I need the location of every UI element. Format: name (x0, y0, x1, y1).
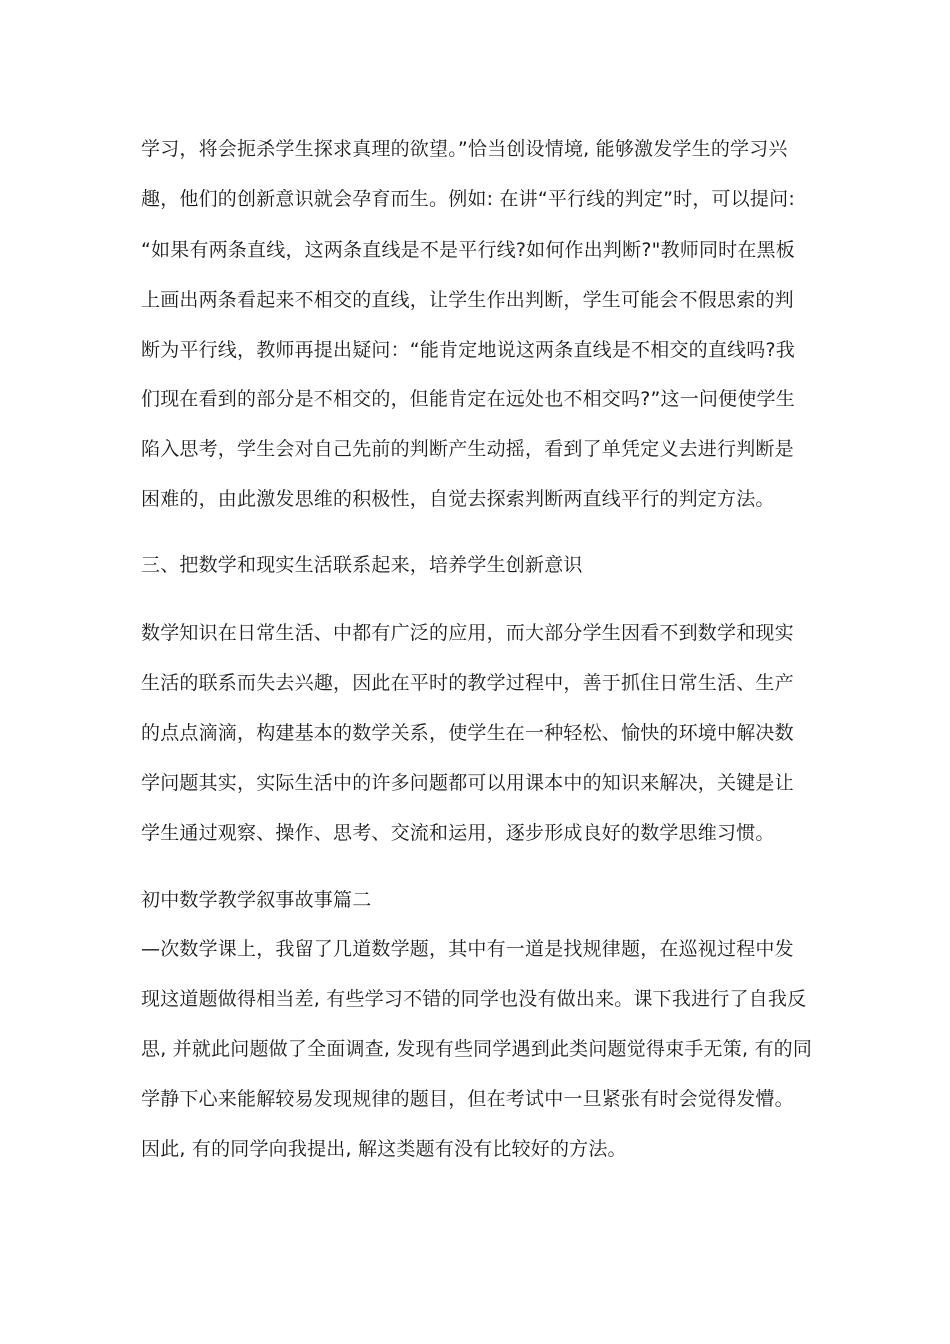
paragraph-line: 生活的联系而失去兴趣，因此在平时的教学过程中，善于抓住日常生活、生产 (141, 672, 794, 694)
paragraph-line: 们现在看到的部分是不相交的，但能肯定在远处也不相交吗?”这一问便使学生 (141, 388, 795, 410)
paragraph-line: 因此, 有的同学向我提出, 解这类题有没有比较好的方法。 (141, 1138, 627, 1160)
paragraph-line: 的点点滴滴，构建基本的数学关系，使学生在一种轻松、愉快的环境中解决数 (141, 722, 794, 744)
section-heading: 三、把数学和现实生活联系起来，培养学生创新意识 (141, 554, 583, 576)
paragraph-line: 上画出两条看起来不相交的直线，让学生作出判断，学生可能会不假思索的判 (141, 289, 794, 311)
paragraph-line: 数学知识在日常生活、中都有广泛的应用，而大部分学生因看不到数学和现实 (141, 622, 794, 644)
paragraph-line: 思, 并就此问题做了全面调查, 发现有些同学遇到此类问题觉得束手无策, 有的同 (141, 1038, 813, 1060)
paragraph-line: 学生通过观察、操作、思考、交流和运用，逐步形成良好的数学思维习惯。 (141, 822, 775, 844)
paragraph-line: “如果有两条直线，这两条直线是不是平行线?如何作出判断?"教师同时在黑板 (141, 239, 795, 261)
paragraph-line: —次数学课上，我留了几道数学题，其中有一道是找规律题，在巡视过程中发 (141, 938, 794, 960)
paragraph-line: 现这道题做得相当差, 有些学习不错的同学也没有做出来。课下我进行了自我反 (141, 988, 807, 1010)
paragraph-line: 困难的，由此激发思维的积极性，自觉去探索判断两直线平行的判定方法。 (141, 488, 775, 510)
section-heading: 初中数学教学叙事故事篇二 (141, 889, 372, 911)
paragraph-line: 学静下心来能解较易发现规律的题目，但在考试中一旦紧张有时会觉得发懵。 (141, 1088, 794, 1110)
paragraph-line: 学习，将会扼杀学生探求真理的欲望。”恰当创设情境, 能够激发学生的学习兴 (141, 138, 788, 160)
paragraph-line: 陷入思考，学生会对自己先前的判断产生动摇，看到了单凭定义去进行判断是 (141, 438, 794, 460)
paragraph-line: 学问题其实，实际生活中的许多问题都可以用课本中的知识来解决，关键是让 (141, 772, 794, 794)
paragraph-line: 趣，他们的创新意识就会孕育而生。例如: 在讲“平行线的判定”时，可以提问: (141, 188, 795, 210)
paragraph-line: 断为平行线，教师再提出疑问：“能肯定地说这两条直线是不相交的直线吗?我 (141, 339, 795, 361)
